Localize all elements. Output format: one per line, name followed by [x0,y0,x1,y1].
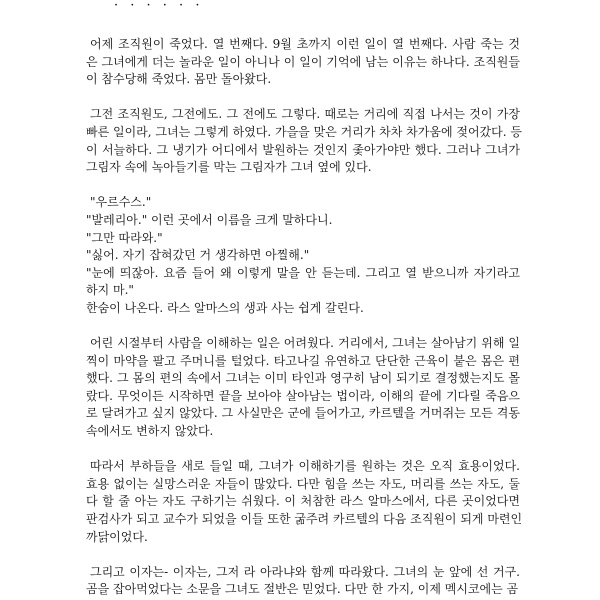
paragraph-gap [86,318,520,336]
text-line: 어제 조직원이 죽었다. 열 번째다. 9월 초까지 이런 일이 열 번째다. 사람 죽는 것 [90,37,520,51]
text-line: 다 할 줄 아는 자도 구하기는 쉬웠다. 이 처참한 라스 알마스에서, 다른 곳이었다면 [86,494,520,509]
text-line: 어린 시절부터 사람을 이해하는 일은 어려웠다. 거리에서, 그녀는 살아남기 위해 일 [90,336,520,351]
text-line: 속에서도 변하지 않았다. [86,424,214,439]
text-line: 로 달려가고 싶지 않았다. 그 사실만은 군에 들어가고, 카르텔을 거머쥐는 모든 격동 [86,406,520,421]
text-line: "그만 따라와." [86,230,163,245]
text-line: 빠른 일이라, 그녀는 그렇게 하였다. 가을을 맞은 거리가 차차 차가움에 젖어갔다. 등 [86,124,522,139]
text-line: "우르수스." [90,195,152,210]
text-line: 그전 조직원도, 그전에도. 그 전에도 그렇다. 때로는 거리에 직접 나서는 것이 가장 [90,107,520,122]
paragraph-gap [86,441,520,459]
paragraph [86,458,523,546]
paragraph [86,335,520,441]
paragraph-gap [86,177,520,195]
text-line: 이 참수당해 죽었다. 몸만 돌아왔다. [86,72,272,87]
text-line: 은 그녀에게 더는 놀라운 일이 아니나 이 일이 기억에 남는 이유는 하나다. 조직원들 [86,54,520,69]
text-line: 효용 없이는 실망스러운 자들이 많았다. 다만 힘을 쓰는 자도, 머리를 쓰는 자도, 둘 [86,476,520,491]
document-body [86,36,523,599]
text-line: 곰을 잡아먹었다는 소문을 그녀도 절반은 믿었다. 다만 한 가지, 이제 멕시코에는 곰 [86,582,519,597]
text-line: "싫어. 자기 잡혀갔던 거 생각하면 아찔해." [86,248,310,263]
paragraph [86,564,520,599]
text-line: "발레리아." 이런 곳에서 이름을 크게 말하다니. [86,212,333,227]
text-line: 따라서 부하들을 새로 들일 때, 그녀가 이해하기를 원하는 것은 오직 효용이었다. [90,459,520,474]
paragraph [86,106,520,176]
paragraph-gap [86,89,520,107]
text-line: 그림자 속에 녹아들기를 막는 그림자가 그녀 옆에 있다. [86,160,372,175]
text-line: 판검사가 되고 교수가 되었을 이들 또한 굶주려 카르텔의 다음 조직원이 되게 마련인 [86,512,523,527]
paragraph [86,36,520,89]
text-line: 하지 마." [86,283,134,298]
text-line: "눈에 띄잖아. 요즘 들어 왜 이렇게 말을 안 듣는데. 그리고 열 받으니까 자기라고 [86,265,520,280]
text-line: 찍이 마약을 팔고 주머니를 털었다. 타고나길 유연하고 단단한 근육이 붙은 몸은 편 [86,353,520,368]
text-line: 한숨이 나온다. 라스 알마스의 생과 사는 쉽게 갈린다. [86,300,364,315]
paragraph-gap [86,546,520,564]
text-line: 했다. 그 몸의 편의 속에서 그녀는 이미 타인과 영구히 남이 되기로 결정했는지도 몰 [86,371,520,386]
text-line: 까닭이었다. [86,529,148,544]
paragraph [86,194,520,317]
section-dots: · · · · · · [114,0,204,10]
text-line: 랐다. 무엇이든 시작하면 끝을 보아야 살아남는 법이라, 이해의 끝에 기다릴 죽음으 [86,388,520,403]
text-line: 그리고 이자는- 이자는, 그저 라 아라냐와 함께 따라왔다. 그녀의 눈 앞에 선 거구. [90,564,520,579]
text-line: 이 서늘하다. 그 냉기가 어디에서 발원하는 것인지 좇아가야만 했다. 그러나 그녀가 [86,142,520,157]
